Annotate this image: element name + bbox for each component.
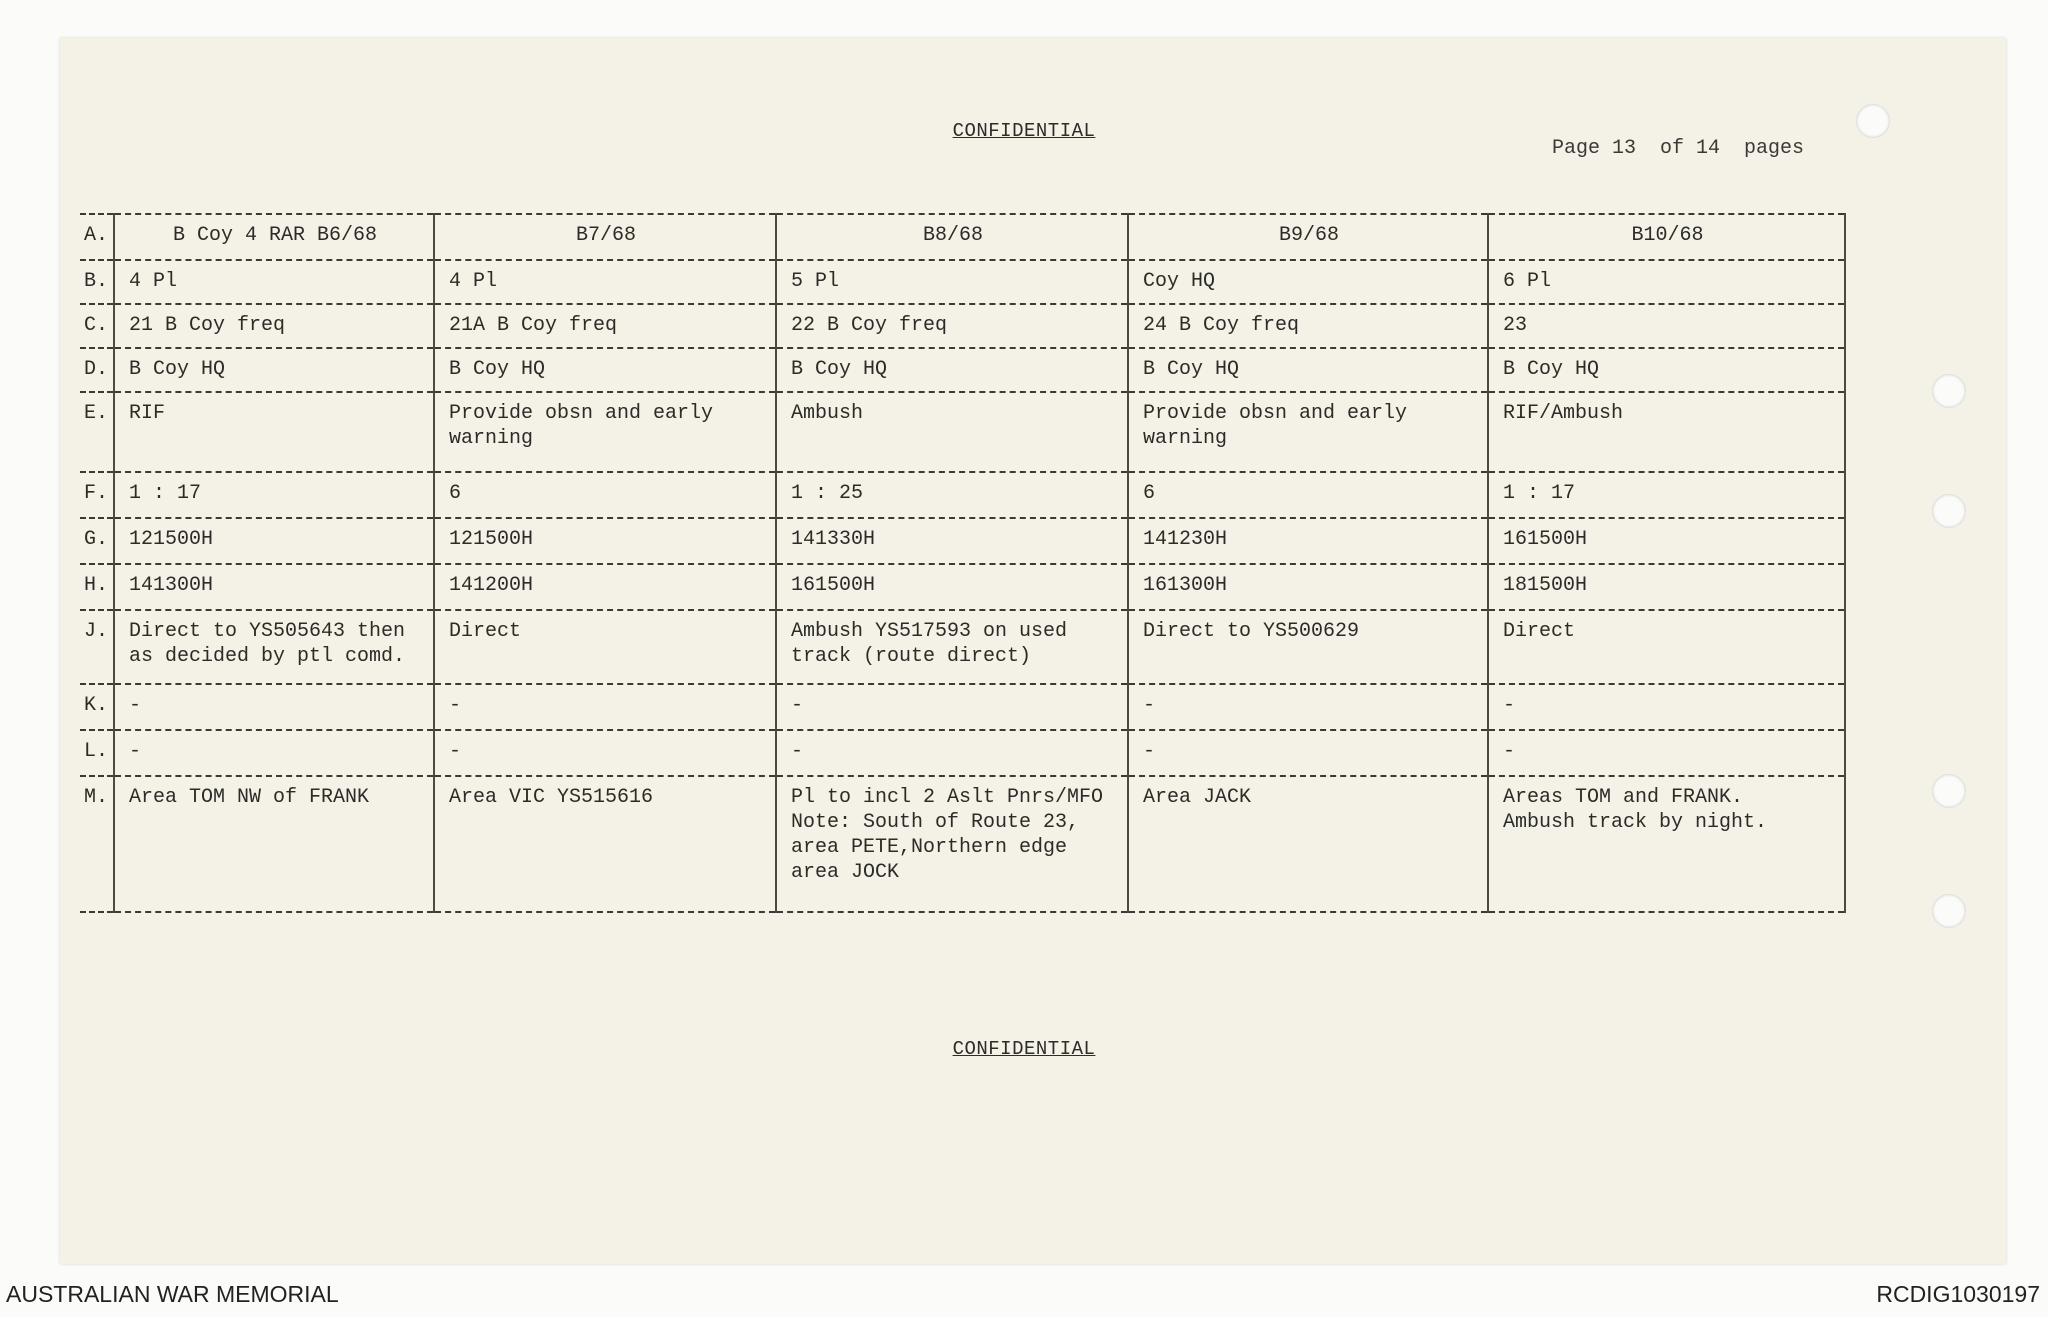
- table-cell: Areas TOM and FRANK. Ambush track by night.: [1488, 776, 1845, 912]
- column-header: B8/68: [776, 214, 1128, 260]
- table-cell: 6: [1128, 472, 1488, 518]
- table-row: [80, 730, 1845, 776]
- table-cell: RIF/Ambush: [1488, 392, 1845, 472]
- table-cell: -: [434, 684, 776, 730]
- table-cell: 21A B Coy freq: [434, 304, 776, 348]
- table-cell: 161300H: [1128, 564, 1488, 610]
- row-label: G.: [80, 518, 114, 564]
- archive-source: AUSTRALIAN WAR MEMORIAL: [6, 1281, 339, 1307]
- table-cell: 1 : 17: [1488, 472, 1845, 518]
- table-cell: -: [1488, 684, 1845, 730]
- table-cell: 6: [434, 472, 776, 518]
- table-cell: 6 Pl: [1488, 260, 1845, 304]
- table-cell: Area TOM NW of FRANK: [114, 776, 434, 912]
- column-header: B10/68: [1488, 214, 1845, 260]
- table-cell: B Coy HQ: [1128, 348, 1488, 392]
- table-cell: -: [776, 730, 1128, 776]
- row-label: J.: [80, 610, 114, 684]
- table-cell: 1 : 17: [114, 472, 434, 518]
- table-cell: Provide obsn and early warning: [1128, 392, 1488, 472]
- table-row: [80, 684, 1845, 730]
- table-cell: 141200H: [434, 564, 776, 610]
- punch-hole: [1932, 494, 1966, 528]
- table-row: [80, 610, 1845, 684]
- table-cell: B Coy HQ: [114, 348, 434, 392]
- table-cell: -: [114, 730, 434, 776]
- table-cell: -: [1128, 730, 1488, 776]
- table-cell: 24 B Coy freq: [1128, 304, 1488, 348]
- row-label: E.: [80, 392, 114, 472]
- column-header: B Coy 4 RAR B6/68: [114, 214, 434, 260]
- punch-hole: [1932, 374, 1966, 408]
- table-cell: Ambush: [776, 392, 1128, 472]
- table-cell: -: [1128, 684, 1488, 730]
- table-cell: -: [114, 684, 434, 730]
- table-cell: 161500H: [1488, 518, 1845, 564]
- table-row: [80, 392, 1845, 472]
- table-header-row: [80, 214, 1845, 260]
- table-cell: -: [1488, 730, 1845, 776]
- table-row: [80, 348, 1845, 392]
- table-cell: 141230H: [1128, 518, 1488, 564]
- row-label: L.: [80, 730, 114, 776]
- table-cell: Coy HQ: [1128, 260, 1488, 304]
- classification-footer: CONFIDENTIAL: [952, 1038, 1096, 1060]
- table-cell: Direct: [1488, 610, 1845, 684]
- row-label: F.: [80, 472, 114, 518]
- punch-hole: [1932, 774, 1966, 808]
- classification-header: CONFIDENTIAL: [952, 120, 1096, 142]
- table-cell: Ambush YS517593 on used track (route direct): [776, 610, 1128, 684]
- column-header: B7/68: [434, 214, 776, 260]
- table-cell: 121500H: [434, 518, 776, 564]
- table-cell: B Coy HQ: [1488, 348, 1845, 392]
- table-cell: Area VIC YS515616: [434, 776, 776, 912]
- table-cell: 4 Pl: [114, 260, 434, 304]
- table-cell: Direct: [434, 610, 776, 684]
- table-cell: -: [434, 730, 776, 776]
- table-cell: 23: [1488, 304, 1845, 348]
- table-cell: Direct to YS500629: [1128, 610, 1488, 684]
- table-row: [80, 472, 1845, 518]
- table-row: [80, 776, 1845, 912]
- patrol-table: [80, 213, 1846, 913]
- table-cell: 141330H: [776, 518, 1128, 564]
- table-row: [80, 518, 1845, 564]
- table-cell: Direct to YS505643 then as decided by ptl comd.: [114, 610, 434, 684]
- punch-hole: [1932, 894, 1966, 928]
- archive-id: RCDIG1030197: [1876, 1281, 2040, 1307]
- table-cell: 21 B Coy freq: [114, 304, 434, 348]
- row-label: A.: [80, 214, 114, 260]
- table-row: [80, 564, 1845, 610]
- row-label: H.: [80, 564, 114, 610]
- row-label: D.: [80, 348, 114, 392]
- table-cell: 4 Pl: [434, 260, 776, 304]
- row-label: M.: [80, 776, 114, 912]
- table-cell: RIF: [114, 392, 434, 472]
- row-label: K.: [80, 684, 114, 730]
- table-cell: B Coy HQ: [776, 348, 1128, 392]
- table-cell: B Coy HQ: [434, 348, 776, 392]
- table-cell: 181500H: [1488, 564, 1845, 610]
- table-cell: Provide obsn and early warning: [434, 392, 776, 472]
- page-number: Page 13 of 14 pages: [1552, 137, 1805, 160]
- table-cell: 141300H: [114, 564, 434, 610]
- column-header: B9/68: [1128, 214, 1488, 260]
- row-label: B.: [80, 260, 114, 304]
- table-cell: 161500H: [776, 564, 1128, 610]
- table-row: [80, 260, 1845, 304]
- table-cell: -: [776, 684, 1128, 730]
- table-cell: Area JACK: [1128, 776, 1488, 912]
- row-label: C.: [80, 304, 114, 348]
- table-cell: 121500H: [114, 518, 434, 564]
- table-cell: 22 B Coy freq: [776, 304, 1128, 348]
- table-cell: 5 Pl: [776, 260, 1128, 304]
- table-cell: Pl to incl 2 Aslt Pnrs/MFO Note: South of Route 23, area PETE,Northern edge area JOCK: [776, 776, 1128, 912]
- table-row: [80, 304, 1845, 348]
- table-cell: 1 : 25: [776, 472, 1128, 518]
